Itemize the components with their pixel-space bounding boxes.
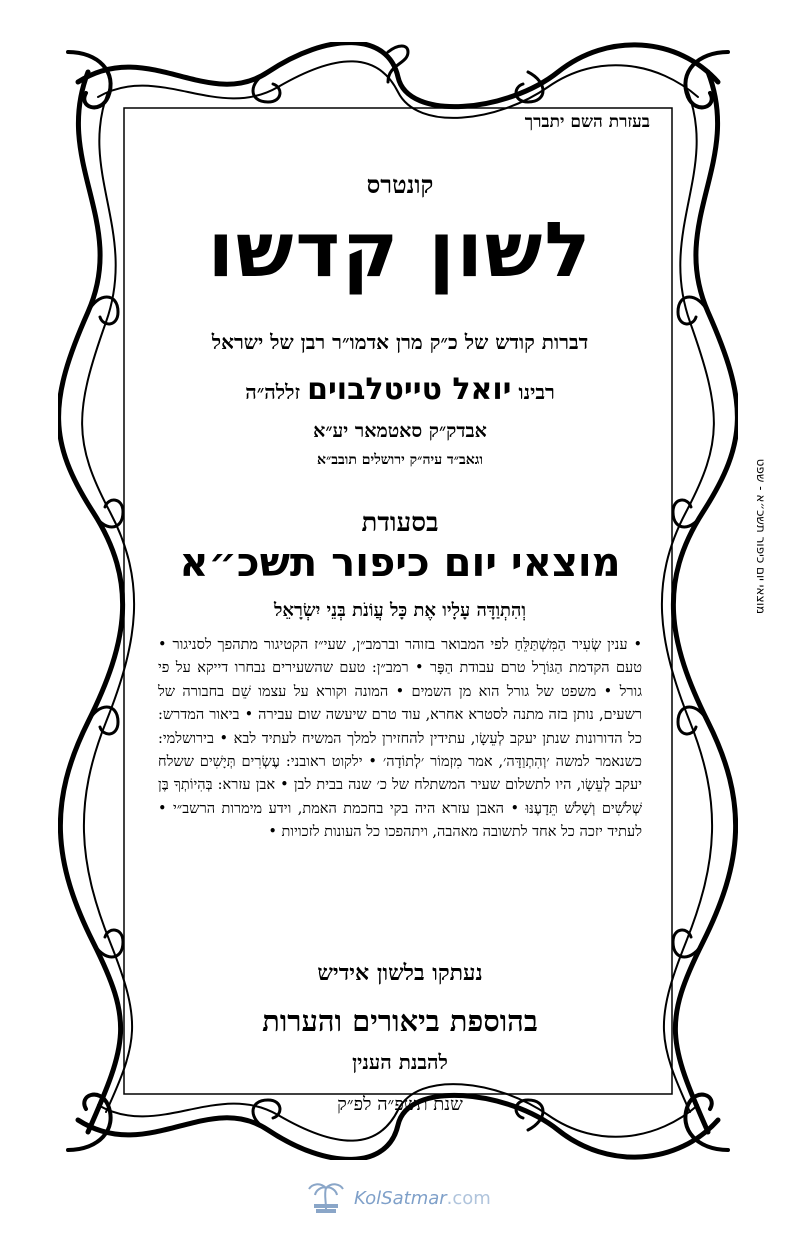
author-suffix: זללה״ה [245, 380, 301, 404]
author-name-line [150, 372, 650, 407]
author-intro: דברות קודש של כ״ק מרן אדמו״ר רבן של ישראל [211, 330, 589, 354]
side-label: מוצאי יום כיפור תשכ״א - שפט [754, 458, 768, 614]
author-subtitle: וגאב״ד עיה״ק ירושלים תובב״א [317, 452, 483, 468]
occasion-label: בסעודת [361, 508, 439, 538]
page-title: לשון קדשו [207, 205, 593, 294]
author-prefix: רבינו [518, 380, 555, 404]
year-note: שנת תשפ״ה לפ״ק [337, 1094, 463, 1115]
kuntres-label: קונטרס [366, 170, 434, 199]
additions-note: בהוספת ביאורים והערות [262, 1004, 538, 1038]
logo-brand: KolSatmar [354, 1188, 447, 1209]
verse-text: וְהִתְוַדָּה עָלָיו אֶת כָּל עֲוֹנֹת בְּנֵי יִשְׂרָאֵל [274, 600, 526, 621]
summary-paragraph: • ענין שְׂעִיר הַמִּשְׁתַּלֵּחַ לפי המבואר בזוהר וברמב״ן, שעי״ז הקטיגור מתהפך לסניגור • טעם הקדמת הַגּוֹרָל טרם עבודת הַפָּר • רמב״ן: טעם שהשעירים נבחרו דייקא על פי גורל • משפט של גורל הוא מן השמים • המונה וקורא על עצמו שֵׁם בחבורה של רשעים, נותן בזה מתנה לסטרא אחרא, עוד טרם שיעשה שום עבירה • ביאור המדרש: כל הדורונות שנתן יעקב לְעֵשָׂו, עתידין להחזירן למלך המשיח לעתיד לבא • בירושלמי: כשנאמר למשה ׳וְהִתְוַדָּה׳, אמר מִזְמוֹר ׳לְתוֹדָה׳ • ילקוט ראובני: עֶשְׂרִים תְּיָשִׁים ששלח יעקב לְעֵשָׂו, היו לתשלום שעיר המשתלח של כ׳ שנה בבית לבן • אבן עזרא: בְּהִיוֹתְךָ בֶּן שְׁלֹשִׁים וְשָׁלֹשׁ תֵּדָעֶנּוּ • האבן עזרא היה בקי בחכמת האמת, וידע מימרות הרשב״י • לעתיד יזכה כל אחד לתשובה מאהבה, ויתהפכו כל העונות לזכויות • [158, 637, 642, 841]
occasion-name: מוצאי יום כיפור תשכ״א [179, 540, 621, 586]
translated-note: נעתקו בלשון אידיש [317, 960, 483, 986]
logo-domain: .com [446, 1188, 491, 1209]
blessing-text: בעזרת השם יתברך [524, 112, 650, 132]
purpose-note: להבנת הענין [352, 1050, 448, 1074]
palm-tree-icon [306, 1180, 346, 1214]
kolsatmar-logo[interactable] [306, 1180, 496, 1216]
author-title: אבדק״ק סאטמאר יע״א [313, 420, 487, 442]
logo-text [354, 1188, 491, 1209]
author-name: יואל טייטלבוים [307, 372, 512, 407]
